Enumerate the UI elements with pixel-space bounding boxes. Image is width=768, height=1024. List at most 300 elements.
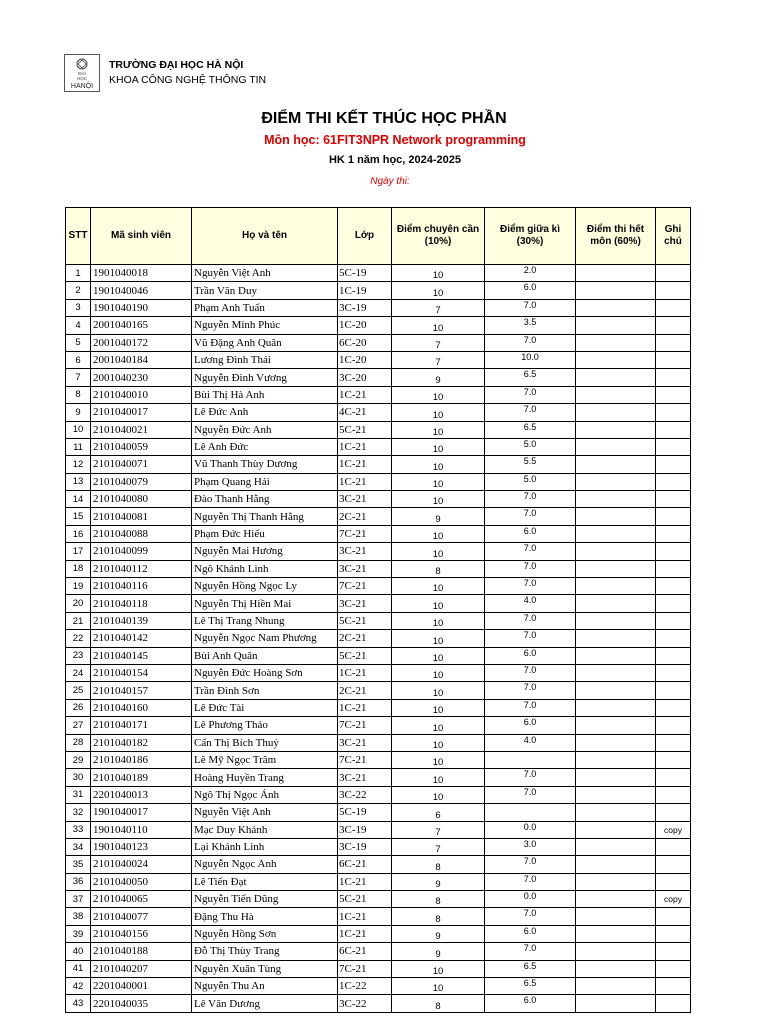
row-final — [576, 786, 656, 803]
row-class: 7C-21 — [338, 717, 392, 734]
row-class: 3C-19 — [338, 838, 392, 855]
row-note — [656, 978, 691, 995]
table-row — [66, 717, 691, 734]
col-student-id: Mã sinh viên — [91, 208, 192, 265]
row-note — [656, 265, 691, 282]
row-class: 5C-21 — [338, 612, 392, 629]
row-stt: 16 — [66, 525, 91, 542]
row-full-name: Hoàng Huyền Trang — [192, 769, 338, 786]
row-full-name: Lê Đức Tài — [192, 699, 338, 716]
row-midterm: 7.0 — [485, 769, 576, 786]
row-student-id: 2001040230 — [91, 369, 192, 386]
row-class: 7C-21 — [338, 578, 392, 595]
row-final — [576, 404, 656, 421]
row-class: 3C-22 — [338, 995, 392, 1012]
logo-emblem-icon — [65, 55, 99, 91]
row-midterm: 4.0 — [485, 595, 576, 612]
row-full-name: Đặng Thu Hà — [192, 908, 338, 925]
row-note — [656, 543, 691, 560]
row-stt: 40 — [66, 943, 91, 960]
logo-line-1: ĐẠI — [78, 71, 86, 76]
col-class: Lớp — [338, 208, 392, 265]
table-row — [66, 404, 691, 421]
row-class: 5C-21 — [338, 421, 392, 438]
table-row — [66, 630, 691, 647]
row-class: 1C-21 — [338, 699, 392, 716]
row-student-id: 2101040021 — [91, 421, 192, 438]
row-note — [656, 804, 691, 821]
row-attendance: 10 — [392, 734, 485, 751]
row-final — [576, 543, 656, 560]
row-note — [656, 578, 691, 595]
row-note — [656, 560, 691, 577]
row-attendance: 10 — [392, 456, 485, 473]
row-midterm: 7.0 — [485, 508, 576, 525]
row-stt: 35 — [66, 856, 91, 873]
row-attendance: 10 — [392, 612, 485, 629]
row-final — [576, 578, 656, 595]
faculty-name: KHOA CÔNG NGHỆ THÔNG TIN — [109, 74, 267, 86]
row-full-name: Mạc Duy Khánh — [192, 821, 338, 838]
subject-line: Môn học: 61FIT3NPR Network programming — [264, 133, 526, 147]
row-student-id: 2101040065 — [91, 891, 192, 908]
row-stt: 31 — [66, 786, 91, 803]
row-stt: 41 — [66, 960, 91, 977]
row-attendance: 7 — [392, 299, 485, 316]
row-attendance: 10 — [392, 786, 485, 803]
row-final — [576, 351, 656, 368]
row-attendance: 10 — [392, 491, 485, 508]
row-attendance: 7 — [392, 351, 485, 368]
row-final — [576, 612, 656, 629]
row-midterm: 7.0 — [485, 664, 576, 681]
table-row — [66, 421, 691, 438]
row-midterm: 7.0 — [485, 299, 576, 316]
row-attendance: 7 — [392, 838, 485, 855]
row-stt: 5 — [66, 334, 91, 351]
row-class: 1C-20 — [338, 317, 392, 334]
table-body — [66, 265, 691, 1013]
table-row — [66, 682, 691, 699]
row-attendance: 10 — [392, 438, 485, 455]
row-note — [656, 369, 691, 386]
row-stt: 1 — [66, 265, 91, 282]
table-row — [66, 734, 691, 751]
col-final: Điểm thi hết môn (60%) — [576, 208, 656, 265]
row-note — [656, 647, 691, 664]
table-row — [66, 299, 691, 316]
row-note — [656, 456, 691, 473]
row-class: 1C-19 — [338, 282, 392, 299]
table-row — [66, 491, 691, 508]
table-row — [66, 317, 691, 334]
row-final — [576, 925, 656, 942]
row-final — [576, 317, 656, 334]
row-full-name: Nguyễn Thị Thanh Hằng — [192, 508, 338, 525]
table-row — [66, 960, 691, 977]
row-stt: 32 — [66, 804, 91, 821]
row-full-name: Lương Đình Thái — [192, 351, 338, 368]
row-full-name: Nguyễn Ngọc Anh — [192, 856, 338, 873]
row-midterm: 7.0 — [485, 578, 576, 595]
row-final — [576, 891, 656, 908]
row-midterm — [485, 751, 576, 768]
row-note — [656, 508, 691, 525]
row-note — [656, 751, 691, 768]
row-full-name: Bùi Thị Hà Anh — [192, 386, 338, 403]
row-student-id: 2101040077 — [91, 908, 192, 925]
col-full-name: Họ và tên — [192, 208, 338, 265]
row-attendance: 8 — [392, 908, 485, 925]
row-student-id: 2101040154 — [91, 664, 192, 681]
row-final — [576, 282, 656, 299]
row-student-id: 2101040079 — [91, 473, 192, 490]
row-full-name: Nguyễn Xuân Tùng — [192, 960, 338, 977]
row-student-id: 2101040099 — [91, 543, 192, 560]
col-midterm: Điểm giữa kì (30%) — [485, 208, 576, 265]
row-note: copy — [656, 891, 691, 908]
table-row — [66, 473, 691, 490]
row-student-id: 2201040035 — [91, 995, 192, 1012]
row-attendance: 10 — [392, 265, 485, 282]
row-final — [576, 995, 656, 1012]
row-full-name: Nguyễn Hồng Sơn — [192, 925, 338, 942]
row-class: 3C-20 — [338, 369, 392, 386]
row-attendance: 6 — [392, 804, 485, 821]
row-class: 1C-22 — [338, 978, 392, 995]
table-row — [66, 612, 691, 629]
row-full-name: Nguyễn Thu An — [192, 978, 338, 995]
row-student-id: 2101040024 — [91, 856, 192, 873]
row-final — [576, 525, 656, 542]
row-final — [576, 334, 656, 351]
row-full-name: Nguyễn Tiến Dũng — [192, 891, 338, 908]
row-midterm: 7.0 — [485, 334, 576, 351]
row-class: 1C-21 — [338, 925, 392, 942]
row-midterm: 6.0 — [485, 282, 576, 299]
row-class: 1C-21 — [338, 473, 392, 490]
row-midterm: 4.0 — [485, 734, 576, 751]
table-row — [66, 769, 691, 786]
row-class: 2C-21 — [338, 682, 392, 699]
row-note — [656, 525, 691, 542]
table-row — [66, 282, 691, 299]
row-midterm: 2.0 — [485, 265, 576, 282]
row-class: 5C-19 — [338, 804, 392, 821]
row-class: 6C-20 — [338, 334, 392, 351]
row-midterm: 5.0 — [485, 438, 576, 455]
row-final — [576, 473, 656, 490]
row-class: 4C-21 — [338, 404, 392, 421]
row-student-id: 2101040207 — [91, 960, 192, 977]
table-row — [66, 543, 691, 560]
row-attendance: 10 — [392, 699, 485, 716]
row-student-id: 2101040182 — [91, 734, 192, 751]
row-full-name: Ngô Khánh Linh — [192, 560, 338, 577]
row-student-id: 2101040010 — [91, 386, 192, 403]
row-class: 3C-21 — [338, 595, 392, 612]
row-note — [656, 699, 691, 716]
row-class: 1C-21 — [338, 386, 392, 403]
row-full-name: Vũ Đặng Anh Quân — [192, 334, 338, 351]
row-note — [656, 473, 691, 490]
row-note — [656, 995, 691, 1012]
row-midterm: 7.0 — [485, 786, 576, 803]
row-class: 1C-21 — [338, 664, 392, 681]
row-final — [576, 856, 656, 873]
row-full-name: Lê Tiến Đạt — [192, 873, 338, 890]
row-final — [576, 769, 656, 786]
row-midterm: 7.0 — [485, 856, 576, 873]
row-stt: 7 — [66, 369, 91, 386]
logo-line-3: HANỘI — [70, 83, 94, 90]
row-midterm: 0.0 — [485, 821, 576, 838]
col-note: Ghi chú — [656, 208, 691, 265]
row-midterm: 7.0 — [485, 682, 576, 699]
row-note — [656, 421, 691, 438]
row-attendance: 9 — [392, 943, 485, 960]
row-note — [656, 873, 691, 890]
row-note: copy — [656, 821, 691, 838]
row-note — [656, 404, 691, 421]
row-full-name: Nguyễn Minh Phúc — [192, 317, 338, 334]
row-attendance: 10 — [392, 717, 485, 734]
table-row — [66, 943, 691, 960]
row-full-name: Phạm Quang Hải — [192, 473, 338, 490]
row-student-id: 2001040184 — [91, 351, 192, 368]
row-midterm: 3.5 — [485, 317, 576, 334]
row-student-id: 1901040017 — [91, 804, 192, 821]
table-row — [66, 786, 691, 803]
row-note — [656, 438, 691, 455]
row-final — [576, 299, 656, 316]
row-stt: 30 — [66, 769, 91, 786]
row-stt: 22 — [66, 630, 91, 647]
row-final — [576, 838, 656, 855]
row-full-name: Lê Thị Trang Nhung — [192, 612, 338, 629]
row-final — [576, 438, 656, 455]
row-stt: 26 — [66, 699, 91, 716]
row-stt: 2 — [66, 282, 91, 299]
row-attendance: 10 — [392, 647, 485, 664]
row-midterm: 0.0 — [485, 891, 576, 908]
row-student-id: 2201040001 — [91, 978, 192, 995]
row-midterm: 6.0 — [485, 925, 576, 942]
table-row — [66, 664, 691, 681]
row-stt: 19 — [66, 578, 91, 595]
table-row — [66, 525, 691, 542]
row-final — [576, 647, 656, 664]
row-note — [656, 838, 691, 855]
row-final — [576, 664, 656, 681]
row-attendance: 9 — [392, 873, 485, 890]
row-full-name: Lê Mỹ Ngọc Trâm — [192, 751, 338, 768]
row-midterm — [485, 804, 576, 821]
row-stt: 14 — [66, 491, 91, 508]
row-class: 2C-21 — [338, 630, 392, 647]
row-stt: 23 — [66, 647, 91, 664]
row-full-name: Lê Phương Thảo — [192, 717, 338, 734]
row-full-name: Nguyễn Mai Hương — [192, 543, 338, 560]
row-attendance: 7 — [392, 334, 485, 351]
row-final — [576, 873, 656, 890]
row-student-id: 2101040160 — [91, 699, 192, 716]
row-note — [656, 595, 691, 612]
row-class: 3C-21 — [338, 734, 392, 751]
row-stt: 36 — [66, 873, 91, 890]
row-full-name: Cấn Thị Bích Thuỷ — [192, 734, 338, 751]
row-midterm: 7.0 — [485, 699, 576, 716]
row-midterm: 7.0 — [485, 908, 576, 925]
row-class: 3C-19 — [338, 299, 392, 316]
row-full-name: Ngô Thị Ngọc Ánh — [192, 786, 338, 803]
row-full-name: Nguyễn Thị Hiền Mai — [192, 595, 338, 612]
row-student-id: 2101040071 — [91, 456, 192, 473]
row-final — [576, 734, 656, 751]
table-row — [66, 873, 691, 890]
row-stt: 6 — [66, 351, 91, 368]
row-stt: 15 — [66, 508, 91, 525]
row-full-name: Lê Văn Dương — [192, 995, 338, 1012]
row-note — [656, 856, 691, 873]
table-row — [66, 751, 691, 768]
row-stt: 38 — [66, 908, 91, 925]
row-student-id: 2101040080 — [91, 491, 192, 508]
row-midterm: 7.0 — [485, 386, 576, 403]
row-class: 1C-21 — [338, 873, 392, 890]
row-final — [576, 699, 656, 716]
row-midterm: 6.5 — [485, 960, 576, 977]
row-full-name: Lê Anh Đức — [192, 438, 338, 455]
row-attendance: 10 — [392, 769, 485, 786]
row-note — [656, 786, 691, 803]
row-attendance: 9 — [392, 508, 485, 525]
row-class: 1C-21 — [338, 438, 392, 455]
row-student-id: 1901040190 — [91, 299, 192, 316]
row-student-id: 2101040186 — [91, 751, 192, 768]
row-midterm: 6.0 — [485, 717, 576, 734]
row-stt: 43 — [66, 995, 91, 1012]
row-attendance: 10 — [392, 630, 485, 647]
row-attendance: 10 — [392, 386, 485, 403]
table-row — [66, 386, 691, 403]
row-attendance: 10 — [392, 543, 485, 560]
row-full-name: Nguyễn Hồng Ngọc Ly — [192, 578, 338, 595]
row-class: 7C-21 — [338, 525, 392, 542]
row-attendance: 9 — [392, 369, 485, 386]
table-row — [66, 265, 691, 282]
row-final — [576, 751, 656, 768]
row-attendance: 10 — [392, 317, 485, 334]
row-midterm: 7.0 — [485, 873, 576, 890]
row-student-id: 2001040165 — [91, 317, 192, 334]
table-row — [66, 595, 691, 612]
row-final — [576, 943, 656, 960]
row-attendance: 10 — [392, 473, 485, 490]
row-class: 3C-21 — [338, 543, 392, 560]
table-row — [66, 978, 691, 995]
row-midterm: 7.0 — [485, 612, 576, 629]
row-stt: 3 — [66, 299, 91, 316]
row-attendance: 8 — [392, 995, 485, 1012]
row-note — [656, 943, 691, 960]
row-attendance: 10 — [392, 282, 485, 299]
row-full-name: Bùi Anh Quân — [192, 647, 338, 664]
row-full-name: Đỗ Thị Thùy Trang — [192, 943, 338, 960]
row-attendance: 10 — [392, 421, 485, 438]
row-class: 7C-21 — [338, 751, 392, 768]
row-note — [656, 612, 691, 629]
row-midterm: 6.0 — [485, 995, 576, 1012]
row-attendance: 9 — [392, 925, 485, 942]
row-class: 1C-21 — [338, 908, 392, 925]
row-class: 7C-21 — [338, 960, 392, 977]
row-attendance: 10 — [392, 664, 485, 681]
row-note — [656, 769, 691, 786]
row-attendance: 10 — [392, 595, 485, 612]
row-midterm: 5.0 — [485, 473, 576, 490]
col-stt: STT — [66, 208, 91, 265]
row-stt: 21 — [66, 612, 91, 629]
row-stt: 37 — [66, 891, 91, 908]
row-class: 5C-21 — [338, 647, 392, 664]
table-row — [66, 908, 691, 925]
row-student-id: 2101040156 — [91, 925, 192, 942]
row-final — [576, 595, 656, 612]
row-stt: 11 — [66, 438, 91, 455]
row-note — [656, 908, 691, 925]
row-full-name: Trần Văn Duy — [192, 282, 338, 299]
row-class: 3C-21 — [338, 560, 392, 577]
university-logo — [64, 54, 100, 92]
row-student-id: 2101040188 — [91, 943, 192, 960]
row-final — [576, 560, 656, 577]
row-full-name: Lại Khánh Linh — [192, 838, 338, 855]
row-midterm: 7.0 — [485, 560, 576, 577]
row-student-id: 2101040116 — [91, 578, 192, 595]
table-row — [66, 351, 691, 368]
row-class: 2C-21 — [338, 508, 392, 525]
row-stt: 28 — [66, 734, 91, 751]
row-class: 6C-21 — [338, 856, 392, 873]
row-class: 1C-21 — [338, 456, 392, 473]
row-full-name: Phạm Đức Hiếu — [192, 525, 338, 542]
row-full-name: Nguyễn Đình Vương — [192, 369, 338, 386]
row-midterm: 3.0 — [485, 838, 576, 855]
row-attendance: 8 — [392, 891, 485, 908]
row-note — [656, 386, 691, 403]
table-row — [66, 804, 691, 821]
table-header-row — [66, 208, 691, 265]
row-final — [576, 508, 656, 525]
row-final — [576, 717, 656, 734]
row-midterm: 7.0 — [485, 543, 576, 560]
row-final — [576, 821, 656, 838]
row-note — [656, 925, 691, 942]
row-student-id: 2001040172 — [91, 334, 192, 351]
university-name: TRƯỜNG ĐẠI HỌC HÀ NỘI — [109, 59, 244, 71]
row-student-id: 2101040189 — [91, 769, 192, 786]
row-final — [576, 804, 656, 821]
row-stt: 25 — [66, 682, 91, 699]
row-note — [656, 282, 691, 299]
row-class: 3C-22 — [338, 786, 392, 803]
row-student-id: 2101040139 — [91, 612, 192, 629]
table-row — [66, 647, 691, 664]
row-midterm: 6.0 — [485, 525, 576, 542]
row-stt: 24 — [66, 664, 91, 681]
row-student-id: 2101040081 — [91, 508, 192, 525]
